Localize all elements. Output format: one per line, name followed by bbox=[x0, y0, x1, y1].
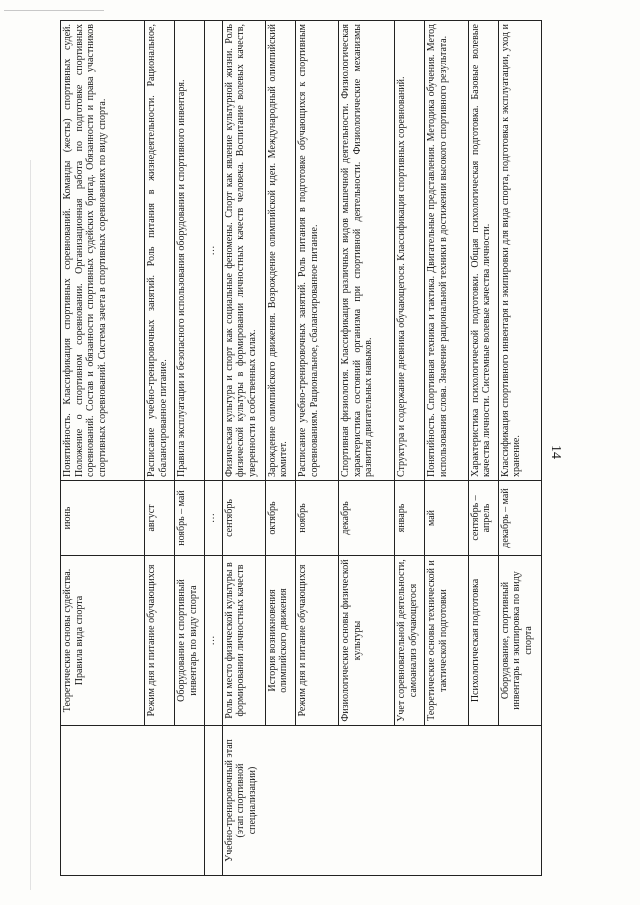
stage-cell: Учебно-тренировочный этап (этап спортивной специализации) bbox=[222, 726, 541, 876]
content-cell: Физическая культура и спорт как социальные феномены. Спорт как явление культурной жизни. Роль физической культуры в формировании личностных качеств человека. Воспитание волевых качеств, уверенности в собственных силах. bbox=[222, 21, 265, 481]
scan-edge-line bbox=[30, 160, 31, 890]
month-cell: июнь bbox=[61, 481, 145, 556]
separator-cell: … bbox=[205, 21, 222, 481]
topic-cell: Теоретические основы технической и тактической подготовки bbox=[425, 556, 468, 726]
month-cell: сентябрь bbox=[222, 481, 265, 556]
topic-cell: Оборудование, спортивный инвентарь и экипировка по виду спорта bbox=[498, 556, 541, 726]
top-rule bbox=[4, 10, 104, 11]
topic-cell: Роль и место физической культуры в формировании личностных качеств bbox=[222, 556, 265, 726]
content-cell: Расписание учебно-тренировочных занятий. Роль питания в жизнедеятельности. Рациональное, сбалансированное питание. bbox=[145, 21, 175, 481]
topic-cell: Физиологические основы физической культуры bbox=[339, 556, 395, 726]
table-row bbox=[61, 21, 145, 876]
topic-cell: Теоретические основы судейства. Правила вида спорта bbox=[61, 556, 145, 726]
topic-cell: Психологическая подготовка bbox=[468, 556, 498, 726]
month-cell: декабрь bbox=[339, 481, 395, 556]
content-cell: Правила эксплуатации и безопасного использования оборудования и спортивного инвентаря. bbox=[175, 21, 205, 481]
separator-cell: … bbox=[205, 556, 222, 726]
month-cell: декабрь – май bbox=[498, 481, 541, 556]
month-cell: ноябрь bbox=[296, 481, 339, 556]
table-row bbox=[222, 21, 265, 876]
topic-cell: История возникновения олимпийского движения bbox=[265, 556, 295, 726]
topic-cell: Оборудование и спортивный инвентарь по виду спорта bbox=[175, 556, 205, 726]
month-cell: январь bbox=[395, 481, 425, 556]
month-cell: август bbox=[145, 481, 175, 556]
month-cell: май bbox=[425, 481, 468, 556]
content-cell: Понятийность. Классификация спортивных соревнований. Команды (жесты) спортивных судей. Положение о спортивном соревновании. Организационная работа по подготовке спортивных соревнований. Состав и обязанности спортивных судейских бригад. Обязанности и права участников спортивных соревнований. Система зачета в спортивных соревнованиях по виду спорта. bbox=[61, 21, 145, 481]
topic-cell: Режим дня и питание обучающихся bbox=[145, 556, 175, 726]
rotated-table-wrapper bbox=[60, 21, 542, 876]
topic-cell: Режим дня и питание обучающихся bbox=[296, 556, 339, 726]
content-cell: Классификация спортивного инвентаря и экипировки для вида спорта, подготовка к эксплуатации, уход и хранение. bbox=[498, 21, 541, 481]
content-cell: Характеристика психологической подготовки. Общая психологическая подготовка. Базовые волевые качества личности. Системные волевые качества личности. bbox=[468, 21, 498, 481]
separator-cell: … bbox=[205, 481, 222, 556]
separator-cell bbox=[205, 726, 222, 876]
content-cell: Структура и содержание дневника обучающегося. Классификация спортивных соревнований. bbox=[395, 21, 425, 481]
content-cell: Зарождение олимпийского движения. Возрождение олимпийской идеи. Международный олимпийский комитет. bbox=[265, 21, 295, 481]
month-cell: октябрь bbox=[265, 481, 295, 556]
curriculum-table bbox=[60, 20, 542, 876]
stage-cell-upper bbox=[61, 726, 205, 876]
month-cell: ноябрь – май bbox=[175, 481, 205, 556]
content-cell: Спортивная физиология. Классификация различных видов мышечной деятельности. Физиологическая характеристика состояний организма при спортивной деятельности. Физиологические механизмы развития двигательных навыков. bbox=[339, 21, 395, 481]
topic-cell: Учет соревновательной деятельности, самоанализ обучающегося bbox=[395, 556, 425, 726]
month-cell: сентябрь – апрель bbox=[468, 481, 498, 556]
content-cell: Понятийность. Спортивная техника и тактика. Двигательные представления. Методика обучения. Метод использования слова. Значение рациональной техники в достижении высокого спортивного результата. bbox=[425, 21, 468, 481]
page-number: 14 bbox=[548, 445, 563, 459]
content-cell: Расписание учебно-тренировочных занятий. Роль питания в подготовке обучающихся к спортивным соревнованиям. Рациональное, сбалансированное питание. bbox=[296, 21, 339, 481]
separator-row bbox=[205, 21, 222, 876]
